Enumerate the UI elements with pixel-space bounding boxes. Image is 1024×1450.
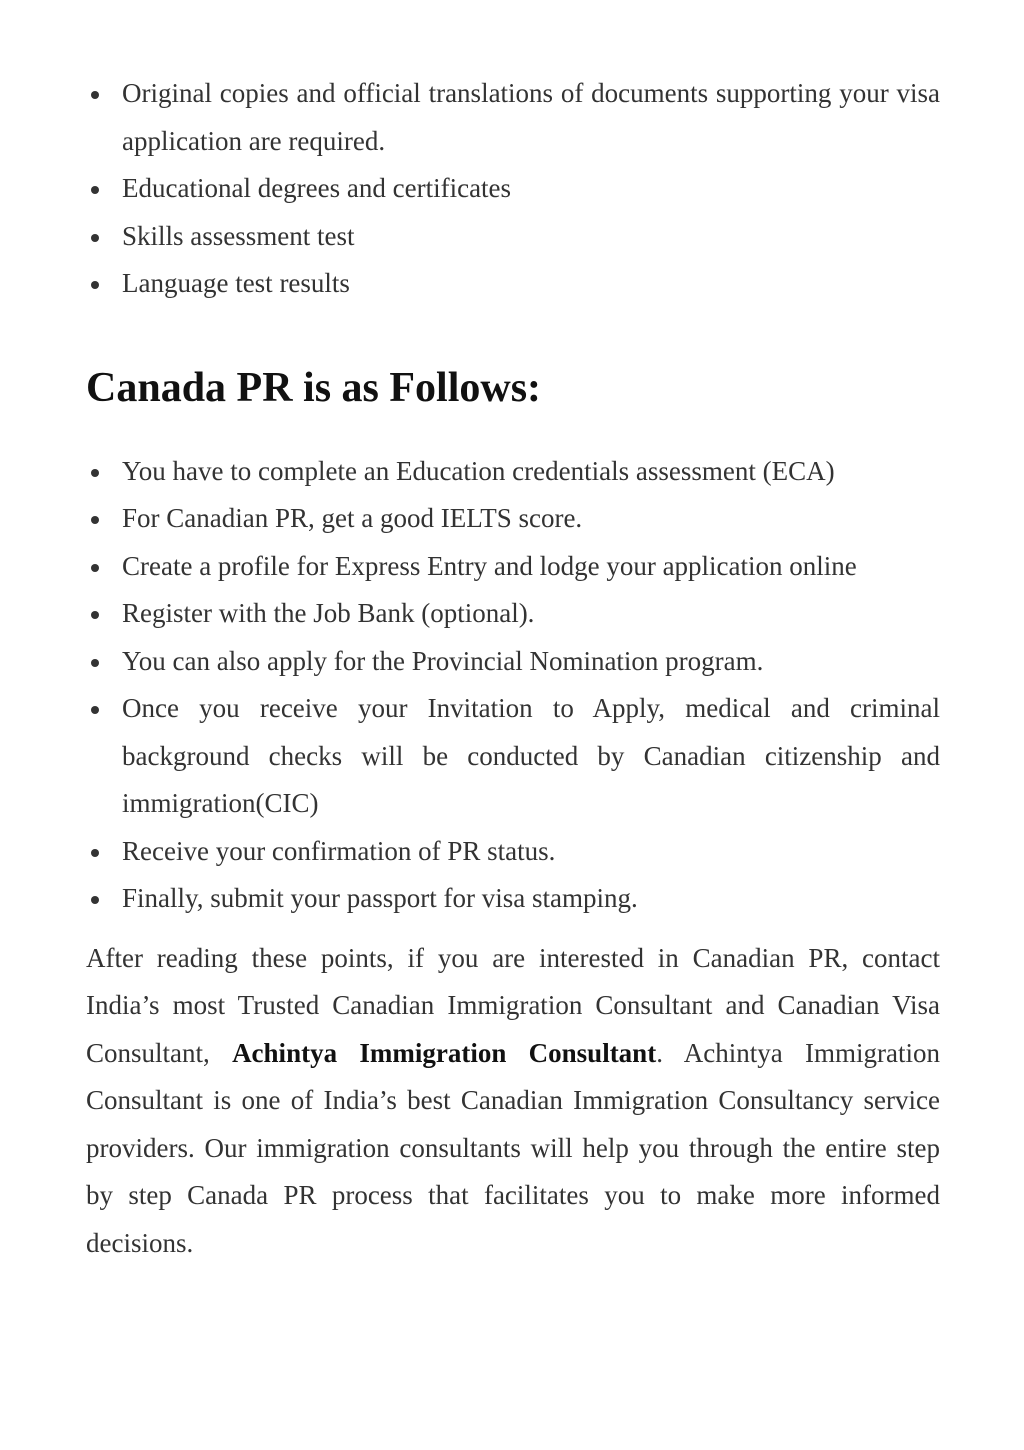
list-item bbox=[86, 165, 940, 213]
list-item bbox=[86, 685, 940, 828]
section-heading: Canada PR is as Follows: bbox=[86, 364, 542, 411]
bullet-icon bbox=[91, 281, 99, 289]
list-item-text: Original copies and official translations of documents supporting your visa application are required. bbox=[122, 78, 940, 156]
document-page bbox=[86, 70, 940, 1267]
list-item-text: Finally, submit your passport for visa stamping. bbox=[122, 883, 638, 913]
list-item-text: Once you receive your Invitation to Apply, medical and criminal background checks will be conducted by Canadian citizenship and immigration(CIC) bbox=[122, 693, 940, 818]
bullet-icon bbox=[91, 564, 99, 572]
list-item-text: Receive your confirmation of PR status. bbox=[122, 835, 556, 866]
documents-list bbox=[86, 70, 940, 308]
list-item bbox=[86, 448, 940, 496]
bullet-icon bbox=[91, 516, 99, 524]
list-item-text: You have to complete an Education credentials assessment (ECA) bbox=[122, 455, 835, 486]
bullet-icon bbox=[91, 91, 99, 99]
bullet-icon bbox=[91, 896, 99, 904]
bullet-icon bbox=[91, 186, 99, 194]
closing-text-after: . Achintya Immigration Consultant is one of India’s best Canadian Immigration Consultancy service providers. Our immigration consultants will help you through the entire step by step Canada PR process that facilitates you to make more informed decisions. bbox=[86, 1037, 941, 1258]
bullet-icon bbox=[91, 706, 99, 714]
bullet-icon bbox=[91, 234, 99, 242]
list-item bbox=[86, 543, 940, 591]
list-item bbox=[86, 495, 940, 543]
bullet-icon bbox=[91, 611, 99, 619]
list-item bbox=[86, 70, 940, 165]
bullet-icon bbox=[91, 849, 99, 857]
list-item-text: Create a profile for Express Entry and lodge your application online bbox=[122, 550, 857, 581]
list-item bbox=[86, 828, 940, 876]
list-item-text: Educational degrees and certificates bbox=[122, 173, 512, 203]
list-item bbox=[86, 875, 940, 923]
list-item bbox=[86, 260, 940, 308]
list-item bbox=[86, 590, 940, 638]
company-name: Achintya Immigration Consultant bbox=[232, 1037, 657, 1068]
closing-paragraph bbox=[86, 935, 940, 1268]
list-item-text: Register with the Job Bank (optional). bbox=[122, 598, 535, 628]
list-item bbox=[86, 213, 940, 261]
list-item-text: For Canadian PR, get a good IELTS score. bbox=[122, 503, 583, 533]
list-item-text: You can also apply for the Provincial Nomination program. bbox=[122, 645, 764, 676]
bullet-icon bbox=[91, 469, 99, 477]
list-item-text: Skills assessment test bbox=[122, 220, 355, 251]
list-item-text: Language test results bbox=[122, 268, 350, 298]
steps-list bbox=[86, 448, 940, 923]
bullet-icon bbox=[91, 659, 99, 667]
list-item bbox=[86, 638, 940, 686]
closing-text-before: After reading these points, if you are interested in Canadian PR, contact India’s most Trusted Canadian Immigration Consultant and Canadian Visa Consultant, bbox=[86, 942, 940, 1068]
